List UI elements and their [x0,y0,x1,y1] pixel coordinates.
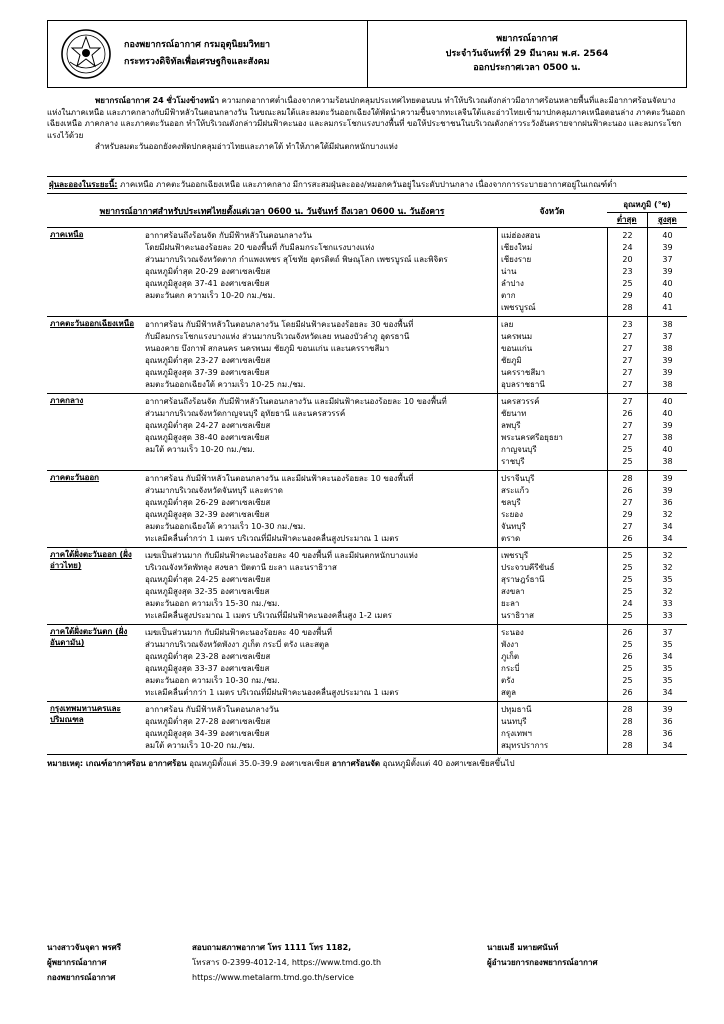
forecast-line: อากาศร้อนถึงร้อนจัด กับมีฟ้าหลัวในตอนกลางวัน [145,231,312,240]
forecaster-signature-block [47,940,192,986]
min-temp: 25 [622,664,633,673]
forecast-line: อุณหภูมิต่ำสุด 24-25 องศาเซลเซียส [145,575,271,584]
max-temp: 38 [662,457,673,466]
min-temp: 28 [622,741,633,750]
max-temp: 39 [662,486,673,495]
max-temp: 40 [662,279,673,288]
min-temp: 26 [622,628,633,637]
max-temp: 38 [662,380,673,389]
contact-label: สอบถามสภาพอากาศ [192,943,266,952]
forecast-line: กับมีลมกระโชกแรงบางแห่ง ส่วนมากบริเวณจังหวัดเลย หนองบัวลำภู อุดรธานี [145,332,410,341]
summary-section [47,95,687,153]
max-temp: 40 [662,291,673,300]
min-temp: 29 [622,510,633,519]
ministry-name: กระทรวงดิจิทัลเพื่อเศรษฐกิจและสังคม [124,57,270,67]
forecast-line: ลมใต้ ความเร็ว 10-20 กม./ชม. [145,741,255,750]
province-name: กระบี่ [501,664,520,673]
province-name: สระแก้ว [501,486,529,495]
table-heading: พยากรณ์อากาศสำหรับประเทศไทยตั้งแต่เวลา 0600 น. วันจันทร์ ถึงเวลา 0600 น. วันอังคาร [99,206,445,217]
province-name: สุราษฎร์ธานี [501,575,545,584]
min-temp: 27 [622,380,633,389]
province-name-column [497,625,607,701]
min-temp-column [607,702,647,754]
province-name: ขอนแก่น [501,344,533,353]
min-temp: 25 [622,575,633,584]
province-name-column [497,471,607,547]
max-temp: 34 [662,652,673,661]
max-temp: 34 [662,688,673,697]
forecast-line [145,302,494,314]
province-name: ลพบุรี [501,421,521,430]
max-temp: 33 [662,599,673,608]
max-temp: 37 [662,255,673,264]
max-temp-column [647,471,687,547]
min-temp: 24 [622,599,633,608]
forecast-line [145,456,494,468]
max-temp: 39 [662,243,673,252]
province-name: ชัยนาท [501,409,527,418]
max-temp: 36 [662,729,673,738]
min-temp: 27 [622,356,633,365]
region-name: ภาคตะวันออก [50,473,100,482]
max-temp: 38 [662,433,673,442]
forecast-line: อุณหภูมิต่ำสุด 27-28 องศาเซลเซียส [145,717,271,726]
province-name: ปราจีนบุรี [501,474,535,483]
region-forecast [142,702,497,754]
province-column-header: จังหวัด [539,206,565,217]
min-temp: 27 [622,397,633,406]
region-name: ภาคใต้ฝั่งตะวันตก (ฝั่งอันดามัน) [50,627,128,647]
forecast-date: ประจำวันจันทร์ที่ 29 มีนาคม พ.ศ. 2564 [445,48,609,59]
min-temp: 28 [622,705,633,714]
province-name: นราธิวาส [501,611,535,620]
province-name: ประจวบคีรีขันธ์ [501,563,555,572]
min-temp-column [607,471,647,547]
min-temp: 26 [622,486,633,495]
province-name: กาญจนบุรี [501,445,537,454]
contact-phone: โทร 1111 โทร 1182, [267,943,352,952]
table-header [47,198,687,228]
dust-text: ภาคเหนือ ภาคตะวันออกเฉียงเหนือ และภาคกลาง มีการสะสมฝุ่นละออง/หมอกควันอยู่ในระดับปานกลาง เนื่องจากการระบายอากาศอยู่ในเกณฑ์ต่ำ [120,180,617,189]
province-name: ชลบุรี [501,498,521,507]
header-right [368,21,686,87]
province-name: ชัยภูมิ [501,356,522,365]
summary-text: ความกดอากาศต่ำเนื่องจากความร้อนปกคลุมประเทศไทยตอนบน ทำให้บริเวณดังกล่าวมีอากาศร้อนหลายพื้นที่และมีอากาศร้อนจัดบางแห่งในภาคเหนือ และภาคกลางกับมีฟ้าหลัวในตอนกลางวัน ในขณะลมใต้และลมตะวันออกเฉียงใต้พัดนำความชื้นจากทะเลจีนใต้และอ่าวไทยเข้ามาปกคลุมภาคเหนือตอนล่าง ภาคตะวันออกเฉียงเหนือ ภาคกลาง และภาคตะวันออก ทำให้บริเวณดังกล่าวมีฝนฟ้าคะนอง และลมกระโชกแรงบางพื้นที่ ขอให้ประชาชนในบริเวณดังกล่าวระวังอันตรายจากฝนฟ้าคะนอง และลมกระโชกแรงไว้ด้วย [47,96,686,140]
province-name: ตราด [501,534,521,543]
forecast-line: โดยมีฝนฟ้าคะนองร้อยละ 20 ของพื้นที่ กับมีลมกระโชกแรงบางแห่ง [145,243,375,252]
forecast-line: อุณหภูมิต่ำสุด 23-28 องศาเซลเซียส [145,652,271,661]
province-name: สงขลา [501,587,525,596]
forecast-line: ทะเลมีคลื่นต่ำกว่า 1 เมตร บริเวณที่มีฝนฟ้าคะนองคลื่นสูงประมาณ 1 เมตร [145,534,399,543]
footer [47,940,687,986]
forecast-line: ทะเลมีคลื่นต่ำกว่า 1 เมตร บริเวณที่มีฝนฟ้าคะนองคลื่นสูงประมาณ 1 เมตร [145,688,399,697]
province-name: สตูล [501,688,516,697]
forecast-line: อุณหภูมิต่ำสุด 20-29 องศาเซลเซียส [145,267,271,276]
min-temp: 25 [622,457,633,466]
forecast-line: เมฆเป็นส่วนมาก กับมีฝนฟ้าคะนองร้อยละ 40 ของพื้นที่ และมีฝนตกหนักบางแห่ง [145,551,418,560]
forecast-line: ลมตะวันออกเฉียงใต้ ความเร็ว 10-25 กม./ชม. [145,380,306,389]
max-temp: 40 [662,409,673,418]
max-temp: 39 [662,474,673,483]
forecast-line: ลมตะวันออก ความเร็ว 15-30 กม./ชม. [145,599,280,608]
province-name: นครพนม [501,332,533,341]
max-temp-column [647,317,687,393]
forecast-line: ลมตะวันตก ความเร็ว 10-20 กม./ชม. [145,291,276,300]
province-name: ราชบุรี [501,457,525,466]
region-section [47,394,687,471]
region-name: ภาคกลาง [50,396,84,405]
forecast-line: ลมใต้ ความเร็ว 10-20 กม./ชม. [145,445,255,454]
max-temp-column [647,548,687,624]
province-name-column [497,228,607,316]
min-temp: 26 [622,688,633,697]
issue-time: ออกประกาศเวลา 0500 น. [473,63,581,74]
summary-text-south: สำหรับลมตะวันออกยังคงพัดปกคลุมอ่าวไทยและภาคใต้ ทำให้ภาคใต้มีฝนตกหนักบางแห่ง [95,142,398,152]
max-temp-header: สูงสุด [657,214,677,224]
min-temp: 27 [622,522,633,531]
max-temp-column [647,625,687,701]
min-temp: 20 [622,255,633,264]
min-temp: 25 [622,551,633,560]
forecast-line: อุณหภูมิสูงสุด 32-39 องศาเซลเซียส [145,510,270,519]
region-section [47,471,687,548]
province-name: เชียงใหม่ [501,243,533,252]
min-temp: 28 [622,303,633,312]
max-temp: 41 [662,303,673,312]
province-name-column [497,548,607,624]
min-temp: 25 [622,640,633,649]
hot-label: อากาศร้อน [148,759,187,768]
max-temp: 38 [662,344,673,353]
province-name: ภูเก็ต [501,652,520,661]
min-temp-column [607,228,647,316]
region-forecast [142,228,497,316]
very-hot-label: อากาศร้อนจัด [331,759,381,768]
forecast-line: ส่วนมากบริเวณจังหวัดจันทบุรี และตราด [145,486,283,495]
region-forecast [142,548,497,624]
min-temp: 28 [622,717,633,726]
max-temp: 35 [662,575,673,584]
max-temp: 38 [662,320,673,329]
max-temp: 40 [662,397,673,406]
forecast-line: ส่วนมากบริเวณจังหวัดพังงา ภูเก็ต กระบี่ ตรัง และสตูล [145,640,330,649]
max-temp: 36 [662,498,673,507]
max-temp: 34 [662,534,673,543]
forecast-line: อากาศร้อน กับมีฟ้าหลัวในตอนกลางวัน โดยมีฝนฟ้าคะนองร้อยละ 30 ของพื้นที่ [145,320,414,329]
min-temp: 27 [622,498,633,507]
note-label: หมายเหตุ: เกณฑ์อากาศร้อน [47,759,146,768]
dust-section [47,176,687,194]
forecast-line: อากาศร้อนถึงร้อนจัด กับมีฟ้าหลัวในตอนกลางวัน และมีฝนฟ้าคะนองร้อยละ 10 ของพื้นที่ [145,397,447,406]
forecast-line: อากาศร้อน กับมีฟ้าหลัวในตอนกลางวัน และมีฝนฟ้าคะนองร้อยละ 10 ของพื้นที่ [145,474,414,483]
forecast-table [47,198,687,755]
header-left [48,21,368,87]
province-name: เลย [501,320,514,329]
max-temp: 35 [662,676,673,685]
forecast-line: อุณหภูมิสูงสุด 32-35 องศาเซลเซียส [145,587,270,596]
province-name: แม่ฮ่องสอน [501,231,541,240]
max-temp-column [647,228,687,316]
max-temp-column [647,394,687,470]
province-name: เพชรบูรณ์ [501,303,536,312]
contact-block [192,940,487,986]
very-hot-criteria: อุณหภูมิตั้งแต่ 40 องศาเซลเซียสขึ้นไป [382,759,515,768]
forecast-line: บริเวณจังหวัดพัทลุง สงขลา ปัตตานี ยะลา และนราธิวาส [145,563,337,572]
min-temp: 27 [622,368,633,377]
province-name-column [497,394,607,470]
max-temp: 40 [662,445,673,454]
max-temp: 35 [662,664,673,673]
forecast-line: ลมตะวันออกเฉียงใต้ ความเร็ว 10-30 กม./ชม. [145,522,306,531]
max-temp: 39 [662,421,673,430]
province-name: นครสวรรค์ [501,397,540,406]
region-name: ภาคเหนือ [50,230,84,239]
min-temp: 29 [622,291,633,300]
min-temp: 25 [622,445,633,454]
forecast-line: อุณหภูมิต่ำสุด 26-29 องศาเซลเซียส [145,498,271,507]
director-name: นายเมธี มหายศนันท์ [487,943,559,952]
min-temp-column [607,625,647,701]
max-temp: 37 [662,332,673,341]
region-forecast [142,625,497,701]
min-temp: 27 [622,421,633,430]
forecaster-title: ผู้พยากรณ์อากาศ [47,958,107,968]
forecaster-dept: กองพยากรณ์อากาศ [47,973,116,983]
max-temp: 34 [662,522,673,531]
max-temp: 37 [662,628,673,637]
min-temp: 26 [622,534,633,543]
forecaster-name: นางสาวจันจุดา พรศรี [47,943,121,952]
province-name: ระนอง [501,628,524,637]
min-temp: 26 [622,652,633,661]
forecast-line: อุณหภูมิสูงสุด 38-40 องศาเซลเซียส [145,433,270,442]
hot-criteria: อุณหภูมิตั้งแต่ 35.0-39.9 องศาเซลเซียส [189,759,330,768]
max-temp: 32 [662,587,673,596]
province-name: นนทบุรี [501,717,527,726]
province-name-column [497,317,607,393]
min-temp: 28 [622,474,633,483]
max-temp: 33 [662,611,673,620]
min-temp-column [607,317,647,393]
region-section [47,317,687,394]
metalarm-link[interactable]: https://www.metalarm.tmd.go.th/service [192,973,354,983]
min-temp: 23 [622,320,633,329]
forecast-title: พยากรณ์อากาศ [496,34,558,45]
region-name: ภาคใต้ฝั่งตะวันออก (ฝั่งอ่าวไทย) [50,550,132,570]
province-name: น่าน [501,267,517,276]
region-section [47,625,687,702]
fax-and-website[interactable]: โทรสาร 0-2399-4012-14, https://www.tmd.go.th [192,958,382,968]
region-sections [47,228,687,755]
agency-name: กองพยากรณ์อากาศ กรมอุตุนิยมวิทยา [124,39,271,50]
province-name: ตรัง [501,676,515,685]
max-temp: 34 [662,741,673,750]
forecast-line: เมฆเป็นส่วนมาก กับมีฝนฟ้าคะนองร้อยละ 40 ของพื้นที่ [145,628,333,637]
note-section [47,759,687,769]
director-signature-block [487,940,687,986]
min-temp: 25 [622,279,633,288]
forecast-line: อุณหภูมิสูงสุด 33-37 องศาเซลเซียส [145,664,270,673]
min-temp: 27 [622,433,633,442]
max-temp: 32 [662,510,673,519]
forecast-line: ลมตะวันออก ความเร็ว 10-30 กม./ชม. [145,676,280,685]
province-name: ระยอง [501,510,523,519]
region-forecast [142,394,497,470]
min-temp-column [607,548,647,624]
region-name: ภาคตะวันออกเฉียงเหนือ [50,319,135,328]
region-section [47,548,687,625]
forecast-line: อุณหภูมิสูงสุด 37-39 องศาเซลเซียส [145,368,270,377]
max-temp: 40 [662,231,673,240]
dust-label: ฝุ่นละอองในระยะนี้: [49,180,118,189]
province-name: ปทุมธานี [501,705,532,714]
min-temp: 22 [622,231,633,240]
max-temp: 35 [662,640,673,649]
region-forecast [142,471,497,547]
department-seal-logo [60,28,112,80]
region-section [47,228,687,317]
province-name-column [497,702,607,754]
temperature-label: อุณหภูมิ (°ซ) [607,198,687,213]
region-forecast [142,317,497,393]
province-name: ตาก [501,291,516,300]
region-name: กรุงเทพมหานครและปริมณฑล [50,704,121,724]
max-temp: 39 [662,356,673,365]
max-temp: 32 [662,551,673,560]
region-section [47,702,687,755]
summary-label: พยากรณ์อากาศ 24 ชั่วโมงข้างหน้า [95,96,219,105]
max-temp: 32 [662,563,673,572]
director-title: ผู้อำนวยการกองพยากรณ์อากาศ [487,958,598,968]
min-temp: 25 [622,563,633,572]
min-temp: 27 [622,344,633,353]
forecast-line: ส่วนมากบริเวณจังหวัดกาญจนบุรี อุทัยธานี และนครสวรรค์ [145,409,346,418]
max-temp: 39 [662,705,673,714]
forecast-line: อุณหภูมิต่ำสุด 23-27 องศาเซลเซียส [145,356,271,365]
min-temp: 26 [622,409,633,418]
province-name: นครราชสีมา [501,368,545,377]
forecast-line: ทะเลมีคลื่นสูงประมาณ 1 เมตร บริเวณที่มีฝนฟ้าคะนองคลื่นสูง 1-2 เมตร [145,611,392,620]
min-temp: 25 [622,676,633,685]
province-name: กรุงเทพฯ [501,729,532,738]
province-name: อุบลราชธานี [501,380,545,389]
province-name: เพชรบุรี [501,551,529,560]
forecast-line: อากาศร้อน กับมีฟ้าหลัวในตอนกลางวัน [145,705,279,714]
province-name: ยะลา [501,599,520,608]
min-temp: 28 [622,729,633,738]
max-temp: 39 [662,368,673,377]
min-temp-column [607,394,647,470]
province-name: เชียงราย [501,255,532,264]
province-name: จันทบุรี [501,522,526,531]
max-temp-column [647,702,687,754]
forecast-line: หนองคาย บึงกาฬ สกลนคร นครพนม ชัยภูมิ ขอนแก่น และนครราชสีมา [145,344,390,353]
province-name: สมุทรปราการ [501,741,549,750]
min-temp: 25 [622,587,633,596]
temperature-column-header [607,198,687,227]
forecast-line: อุณหภูมิสูงสุด 34-39 องศาเซลเซียส [145,729,270,738]
max-temp: 36 [662,717,673,726]
max-temp: 39 [662,267,673,276]
min-temp: 25 [622,611,633,620]
province-name: พังงา [501,640,519,649]
min-temp: 24 [622,243,633,252]
min-temp: 27 [622,332,633,341]
min-temp-header: ต่ำสุด [607,213,648,227]
province-name: พระนครศรีอยุธยา [501,433,563,442]
province-name: ลำปาง [501,279,524,288]
forecast-line: อุณหภูมิสูงสุด 37-41 องศาเซลเซียส [145,279,270,288]
forecast-line: ส่วนมากบริเวณจังหวัดตาก กำแพงเพชร สุโขทัย อุตรดิตถ์ พิษณุโลก เพชรบูรณ์ และพิจิตร [145,255,448,264]
forecast-line: อุณหภูมิต่ำสุด 24-27 องศาเซลเซียส [145,421,271,430]
header-box [47,20,687,88]
min-temp: 23 [622,267,633,276]
